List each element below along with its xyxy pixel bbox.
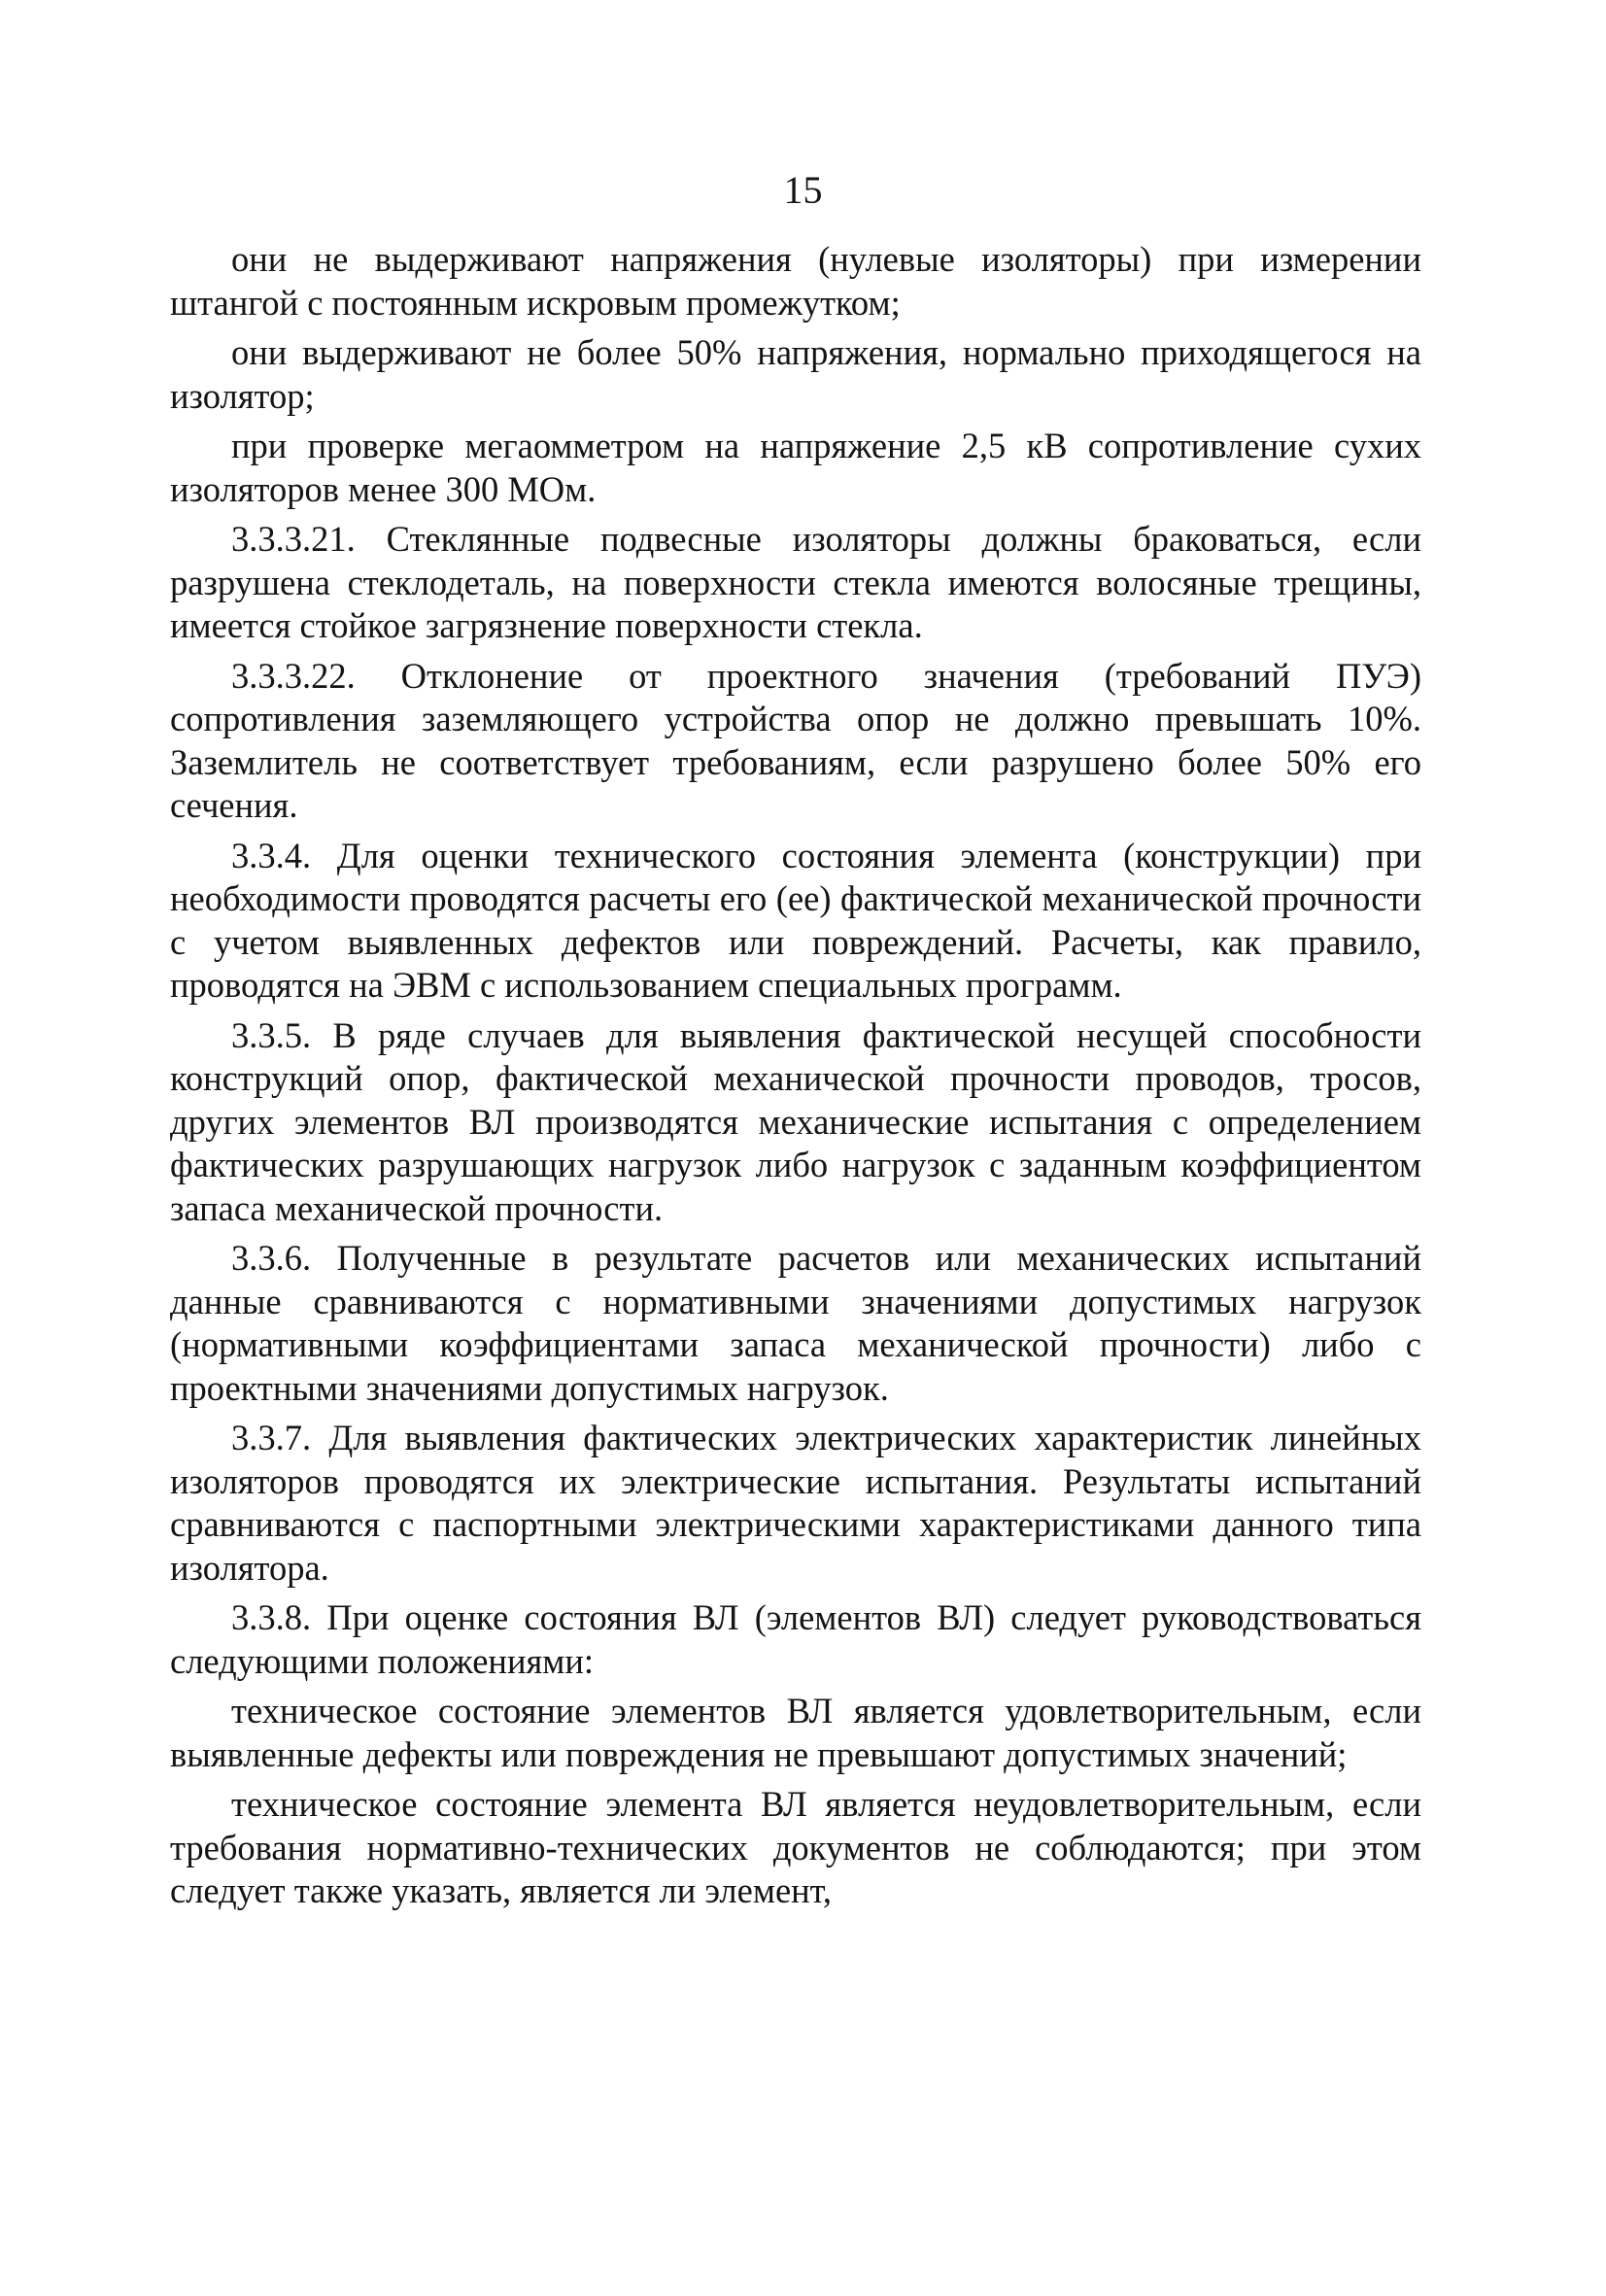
paragraph: 3.3.7. Для выявления фактических электрических характеристик линейных изоляторов проводятся их электрические испытания. Результаты испытаний сравниваются с паспортными электрическими характеристиками данного типа изолятора. (170, 1418, 1421, 1588)
paragraph: 3.3.4. Для оценки технического состояния элемента (конструкции) при необходимости проводятся расчеты его (ее) фактической механической прочности с учетом выявленных дефектов или повреждений. Расчеты, как правило, проводятся на ЭВМ с использованием специальных программ. (170, 835, 1421, 1005)
paragraph: они не выдерживают напряжения (нулевые изоляторы) при измерении штангой с постоянным искровым промежутком; (170, 239, 1421, 323)
paragraph: 3.3.3.21. Стеклянные подвесные изоляторы должны браковаться, если разрушена стеклодеталь, на поверхности стекла имеются волосяные трещины, имеется стойкое загрязнение поверхности стекла. (170, 519, 1421, 645)
paragraph: 3.3.5. В ряде случаев для выявления фактической несущей способности конструкций опор, фактической механической прочности проводов, тросов, других элементов ВЛ производятся механические испытания с определением фактических разрушающих нагрузок либо нагрузок с заданным коэффициентом запаса механической прочности. (170, 1014, 1421, 1228)
paragraph: при проверке мегаомметром на напряжение 2,5 кВ сопротивление сухих изоляторов менее 300 МОм. (170, 426, 1421, 509)
paragraph: 3.3.3.22. Отклонение от проектного значения (требований ПУЭ) сопротивления заземляющего устройства опор не должно превышать 10%. Заземлитель не соответствует требованиям, если разрушено более 50% его сечения. (170, 655, 1421, 825)
paragraph: техническое состояние элемента ВЛ является неудовлетворительным, если требования нормативно-технических документов не соблюдаются; при этом следует также указать, является ли элемент, (170, 1784, 1421, 1910)
paragraph: 3.3.6. Полученные в результате расчетов или механических испытаний данные сравниваются с нормативными значениями допустимых нагрузок (нормативными коэффициентами запаса механической прочности) либо с проектными значениями допустимых нагрузок. (170, 1238, 1421, 1408)
paragraph: техническое состояние элементов ВЛ является удовлетворительным, если выявленные дефекты или повреждения не превышают допустимых значений; (170, 1691, 1421, 1774)
paragraph: они выдерживают не более 50% напряжения, нормально приходящегося на изолятор; (170, 332, 1421, 416)
page-number: 15 (783, 168, 823, 212)
document-body (170, 238, 1421, 1920)
paragraph: 3.3.8. При оценке состояния ВЛ (элементов ВЛ) следует руководствоваться следующими положениями: (170, 1597, 1421, 1681)
